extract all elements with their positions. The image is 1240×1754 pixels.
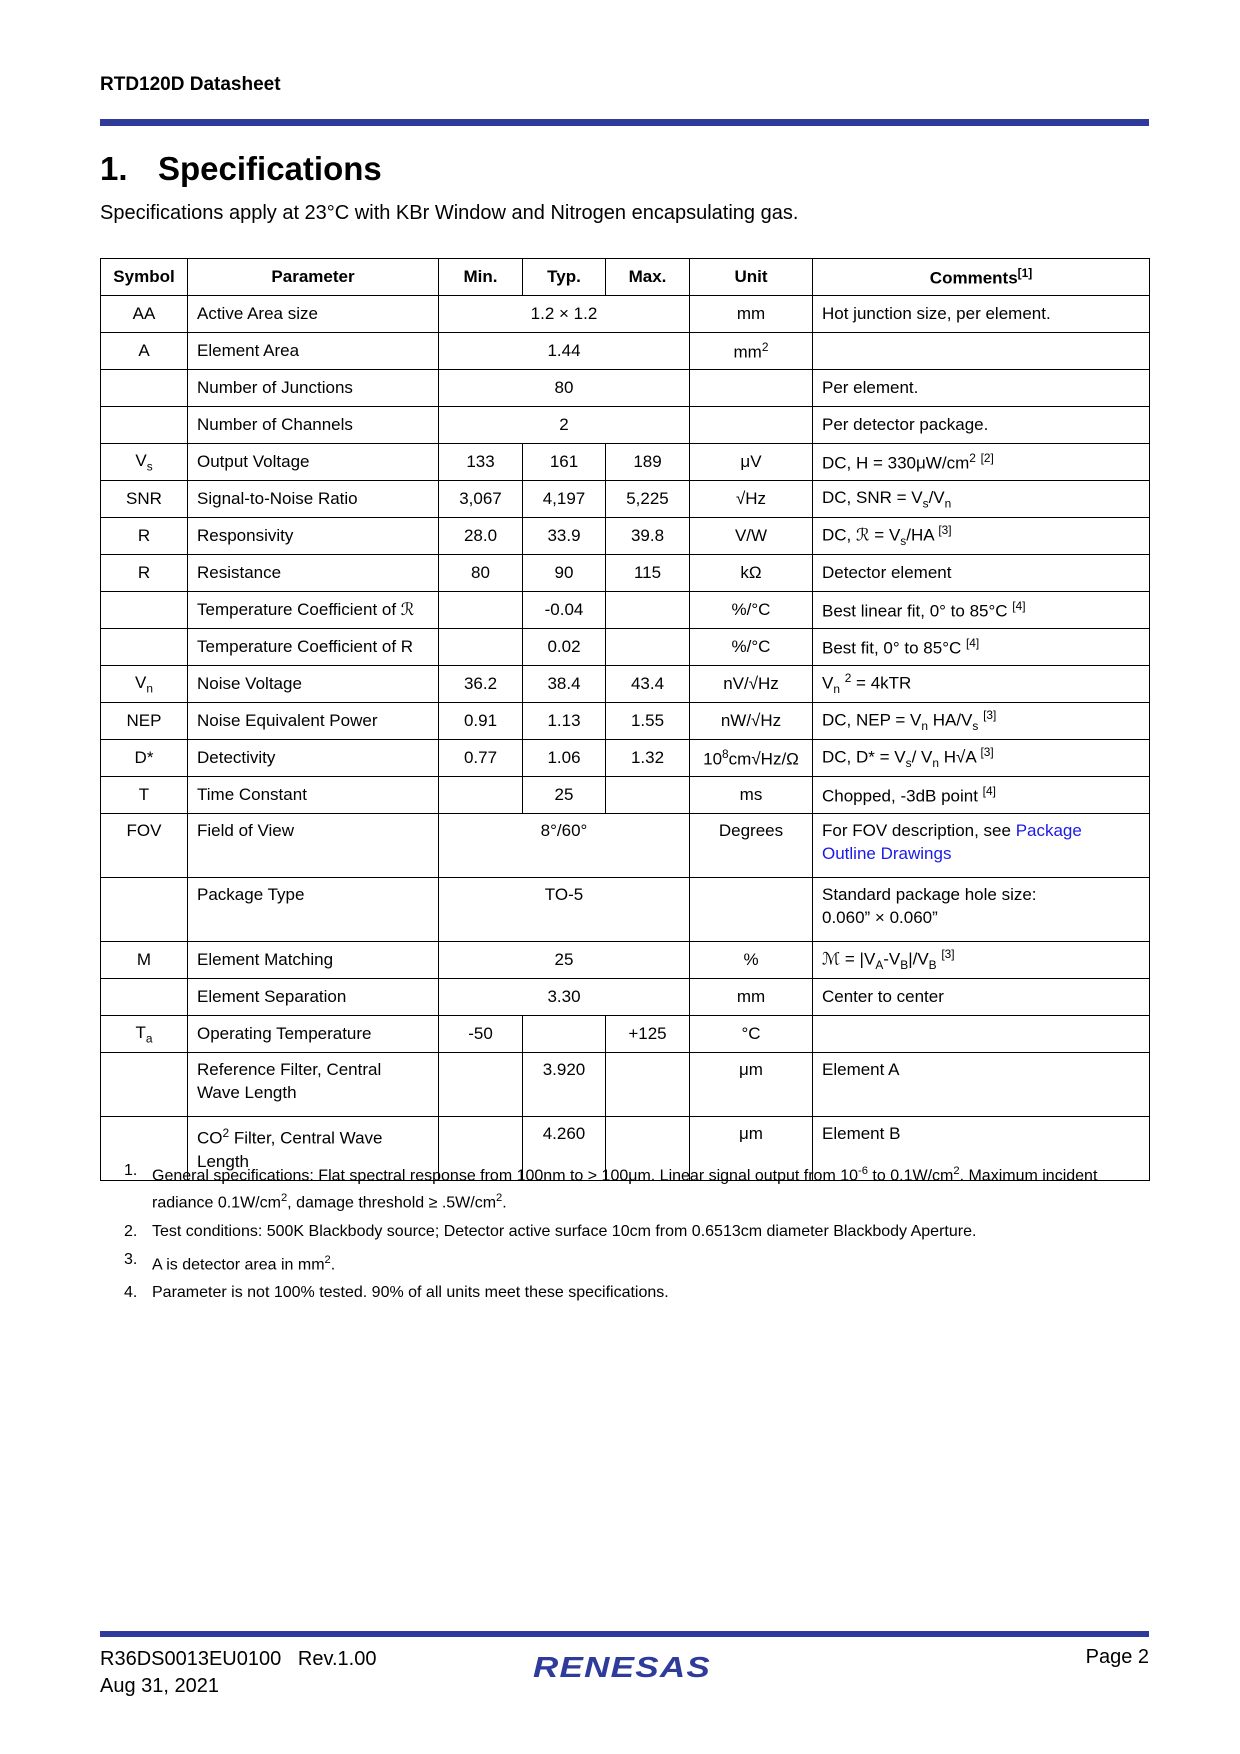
cell-unit: Degrees bbox=[690, 814, 813, 878]
cell-comment: Element B bbox=[813, 1117, 1150, 1181]
table-row bbox=[101, 592, 1150, 629]
cell-parameter: $CO^2$ Filter, Central Wave Length bbox=[188, 1117, 439, 1181]
cell-min bbox=[439, 592, 523, 629]
cell-symbol: $V_s$ bbox=[101, 444, 188, 481]
cell-comment: DC, $D* = V_s/$ $V_n$ H√A [3] bbox=[813, 740, 1150, 777]
cell-min: -50 bbox=[439, 1016, 523, 1053]
cell-comment: Chopped, -3dB point [4] bbox=[813, 777, 1150, 814]
cell-symbol: A bbox=[101, 333, 188, 370]
cell-max bbox=[606, 777, 690, 814]
cell-parameter: Temperature Coefficient of ℛ bbox=[188, 592, 439, 629]
cell-parameter: Temperature Coefficient of R bbox=[188, 629, 439, 666]
cell-unit: mm bbox=[690, 296, 813, 333]
cell-value: TO-5 bbox=[439, 878, 690, 942]
cell-comment: DC, NEP = $V_n$ $HA/V_s$ [3] bbox=[813, 703, 1150, 740]
table-row bbox=[101, 444, 1150, 481]
cell-symbol bbox=[101, 878, 188, 942]
comments-ref: [1] bbox=[1017, 265, 1033, 280]
cell-typ: 0.02 bbox=[523, 629, 606, 666]
cell-value: 80 bbox=[439, 370, 690, 407]
cell-typ: 161 bbox=[523, 444, 606, 481]
table-row bbox=[101, 1053, 1150, 1117]
cell-unit: nW/√Hz bbox=[690, 703, 813, 740]
cell-parameter: Package Type bbox=[188, 878, 439, 942]
cell-min: 0.91 bbox=[439, 703, 523, 740]
cell-parameter: Operating Temperature bbox=[188, 1016, 439, 1053]
cell-parameter: Field of View bbox=[188, 814, 439, 878]
cell-parameter: Responsivity bbox=[188, 518, 439, 555]
cell-comment: $V_n$ $^2$ = 4kTR bbox=[813, 666, 1150, 703]
cell-typ: 33.9 bbox=[523, 518, 606, 555]
cell-value: 1.44 bbox=[439, 333, 690, 370]
footnote: 2. Test conditions: 500K Blackbody source; Detector active surface 10cm from 0.6513cm diameter Blackbody Aperture. bbox=[124, 1222, 977, 1240]
cell-symbol bbox=[101, 629, 188, 666]
section-title: Specifications bbox=[158, 150, 382, 187]
cell-max bbox=[606, 629, 690, 666]
cell-min: 28.0 bbox=[439, 518, 523, 555]
cell-typ: 4.260 bbox=[523, 1117, 606, 1181]
cell-parameter: Reference Filter, Central Wave Length bbox=[188, 1053, 439, 1117]
cell-unit: $mm^2$ bbox=[690, 333, 813, 370]
footer-rule bbox=[100, 1631, 1149, 1637]
cell-unit bbox=[690, 370, 813, 407]
table-row bbox=[101, 555, 1150, 592]
cell-unit: mm bbox=[690, 979, 813, 1016]
cell-min: 3,067 bbox=[439, 481, 523, 518]
cell-max: 43.4 bbox=[606, 666, 690, 703]
header-min: Min. bbox=[439, 259, 523, 296]
cell-max: 5,225 bbox=[606, 481, 690, 518]
table-header-row bbox=[101, 259, 1150, 296]
cell-comment: Hot junction size, per element. bbox=[813, 296, 1150, 333]
cell-typ: 38.4 bbox=[523, 666, 606, 703]
table-row bbox=[101, 296, 1150, 333]
section-intro: Specifications apply at 23°C with KBr Window and Nitrogen encapsulating gas. bbox=[100, 202, 799, 224]
cell-min: 80 bbox=[439, 555, 523, 592]
table-row bbox=[101, 777, 1150, 814]
cell-symbol: NEP bbox=[101, 703, 188, 740]
package-outline-link[interactable]: Package Outline Drawings bbox=[822, 821, 1082, 863]
cell-value: 8°/60° bbox=[439, 814, 690, 878]
cell-unit: μm bbox=[690, 1117, 813, 1181]
cell-typ: 3.920 bbox=[523, 1053, 606, 1117]
cell-comment: Per element. bbox=[813, 370, 1150, 407]
cell-comment: DC, ℛ = $V_s/HA$ [3] bbox=[813, 518, 1150, 555]
cell-comment: Element A bbox=[813, 1053, 1150, 1117]
cell-comment: Per detector package. bbox=[813, 407, 1150, 444]
table-row bbox=[101, 666, 1150, 703]
header-comments-label: Comments bbox=[929, 268, 1018, 288]
cell-symbol: FOV bbox=[101, 814, 188, 878]
footer-doc-id: R36DS0013EU0100 bbox=[100, 1648, 282, 1670]
cell-typ: 25 bbox=[523, 777, 606, 814]
table-row bbox=[101, 333, 1150, 370]
cell-parameter: Resistance bbox=[188, 555, 439, 592]
table-row bbox=[101, 407, 1150, 444]
cell-typ: 1.13 bbox=[523, 703, 606, 740]
cell-parameter: Signal-to-Noise Ratio bbox=[188, 481, 439, 518]
renesas-logo bbox=[533, 1649, 713, 1690]
cell-comment bbox=[813, 333, 1150, 370]
cell-unit: nV/√Hz bbox=[690, 666, 813, 703]
footnote: 4. Parameter is not 100% tested. 90% of all units meet these specifications. bbox=[124, 1283, 669, 1301]
section-heading bbox=[100, 150, 382, 188]
table-row bbox=[101, 878, 1150, 942]
table-row bbox=[101, 979, 1150, 1016]
cell-comment: DC, $H = 330\mu W/cm^2$ [2] bbox=[813, 444, 1150, 481]
table-row bbox=[101, 814, 1150, 878]
cell-symbol: D* bbox=[101, 740, 188, 777]
cell-unit: μm bbox=[690, 1053, 813, 1117]
cell-value: 1.2 × 1.2 bbox=[439, 296, 690, 333]
cell-parameter: Time Constant bbox=[188, 777, 439, 814]
header-symbol: Symbol bbox=[101, 259, 188, 296]
cell-unit: °C bbox=[690, 1016, 813, 1053]
cell-parameter: Noise Voltage bbox=[188, 666, 439, 703]
cell-comment: DC, SNR = $V_s/V_n$ bbox=[813, 481, 1150, 518]
cell-symbol: R bbox=[101, 518, 188, 555]
cell-max bbox=[606, 1053, 690, 1117]
cell-unit: ms bbox=[690, 777, 813, 814]
cell-parameter: Output Voltage bbox=[188, 444, 439, 481]
table-row bbox=[101, 942, 1150, 979]
footer-revision: Rev.1.00 bbox=[297, 1648, 377, 1670]
cell-max: +125 bbox=[606, 1016, 690, 1053]
cell-max bbox=[606, 592, 690, 629]
svg-text:RENESAS: RENESAS bbox=[533, 1652, 711, 1684]
cell-max: 189 bbox=[606, 444, 690, 481]
cell-symbol bbox=[101, 1053, 188, 1117]
cell-min bbox=[439, 629, 523, 666]
cell-typ: 1.06 bbox=[523, 740, 606, 777]
cell-parameter: Noise Equivalent Power bbox=[188, 703, 439, 740]
cell-unit bbox=[690, 407, 813, 444]
cell-symbol: $T_a$ bbox=[101, 1016, 188, 1053]
footer-doc-info bbox=[100, 1646, 377, 1700]
document-title: RTD120D Datasheet bbox=[100, 74, 281, 95]
cell-comment: ℳ = $|V_A-V_B|/V_B$ [3] bbox=[813, 942, 1150, 979]
cell-value: 3.30 bbox=[439, 979, 690, 1016]
cell-max: 115 bbox=[606, 555, 690, 592]
cell-parameter: Number of Channels bbox=[188, 407, 439, 444]
cell-unit: kΩ bbox=[690, 555, 813, 592]
cell-unit: %/°C bbox=[690, 629, 813, 666]
cell-symbol bbox=[101, 592, 188, 629]
footnote: 3. A is detector area in $mm^2$. bbox=[124, 1250, 336, 1273]
table-row bbox=[101, 370, 1150, 407]
cell-min bbox=[439, 1053, 523, 1117]
table-row bbox=[101, 703, 1150, 740]
cell-parameter: Element Area bbox=[188, 333, 439, 370]
cell-max: 1.32 bbox=[606, 740, 690, 777]
cell-comment: For FOV description, see Package Outline Drawings bbox=[813, 814, 1150, 878]
cell-comment: Detector element bbox=[813, 555, 1150, 592]
cell-typ: 4,197 bbox=[523, 481, 606, 518]
cell-symbol bbox=[101, 979, 188, 1016]
table-row bbox=[101, 1016, 1150, 1053]
cell-symbol bbox=[101, 370, 188, 407]
cell-value: 25 bbox=[439, 942, 690, 979]
cell-unit: V/W bbox=[690, 518, 813, 555]
cell-min: 0.77 bbox=[439, 740, 523, 777]
cell-symbol: R bbox=[101, 555, 188, 592]
header-max: Max. bbox=[606, 259, 690, 296]
table-row bbox=[101, 518, 1150, 555]
cell-parameter: Active Area size bbox=[188, 296, 439, 333]
header-rule bbox=[100, 119, 1149, 126]
section-number: 1. bbox=[100, 150, 128, 187]
cell-value: 2 bbox=[439, 407, 690, 444]
page-number: Page 2 bbox=[1085, 1646, 1149, 1668]
cell-unit: % bbox=[690, 942, 813, 979]
cell-parameter: Detectivity bbox=[188, 740, 439, 777]
footnote: 1. General specifications: Flat spectral response from 100nm to > 100μm. Linear signal output from $10^{-6}$ to $0.1W/cm^2$. Maximum incident radiance $0.1W/cm^2$, damage threshold ≥ $.5W/cm^2$. bbox=[124, 1162, 1098, 1212]
cell-symbol bbox=[101, 407, 188, 444]
footnotes bbox=[124, 1160, 1154, 1310]
cell-max: 39.8 bbox=[606, 518, 690, 555]
footer-date: Aug 31, 2021 bbox=[100, 1675, 219, 1697]
cell-comment: Best fit, 0° to 85°C [4] bbox=[813, 629, 1150, 666]
cell-unit: %/°C bbox=[690, 592, 813, 629]
header-parameter: Parameter bbox=[188, 259, 439, 296]
cell-min: 36.2 bbox=[439, 666, 523, 703]
cell-symbol: M bbox=[101, 942, 188, 979]
cell-symbol: $V_n$ bbox=[101, 666, 188, 703]
cell-symbol: AA bbox=[101, 296, 188, 333]
cell-typ bbox=[523, 1016, 606, 1053]
table-row bbox=[101, 740, 1150, 777]
table-row bbox=[101, 629, 1150, 666]
header-typ: Typ. bbox=[523, 259, 606, 296]
cell-symbol: T bbox=[101, 777, 188, 814]
cell-comment bbox=[813, 1016, 1150, 1053]
cell-parameter: Element Separation bbox=[188, 979, 439, 1016]
cell-min: 133 bbox=[439, 444, 523, 481]
header-comments bbox=[813, 259, 1150, 296]
cell-parameter: Element Matching bbox=[188, 942, 439, 979]
cell-unit: √Hz bbox=[690, 481, 813, 518]
cell-unit: $10^8cm√Hz/\Omega$ bbox=[690, 740, 813, 777]
specifications-table bbox=[100, 258, 1150, 1181]
cell-parameter: Number of Junctions bbox=[188, 370, 439, 407]
cell-symbol: SNR bbox=[101, 481, 188, 518]
cell-comment: Best linear fit, 0° to 85°C [4] bbox=[813, 592, 1150, 629]
cell-unit: μV bbox=[690, 444, 813, 481]
cell-comment: Standard package hole size: 0.060” × 0.060” bbox=[813, 878, 1150, 942]
header-unit: Unit bbox=[690, 259, 813, 296]
cell-min bbox=[439, 777, 523, 814]
cell-typ: 90 bbox=[523, 555, 606, 592]
table-row bbox=[101, 481, 1150, 518]
cell-unit bbox=[690, 878, 813, 942]
cell-comment: Center to center bbox=[813, 979, 1150, 1016]
cell-max: 1.55 bbox=[606, 703, 690, 740]
cell-typ: -0.04 bbox=[523, 592, 606, 629]
